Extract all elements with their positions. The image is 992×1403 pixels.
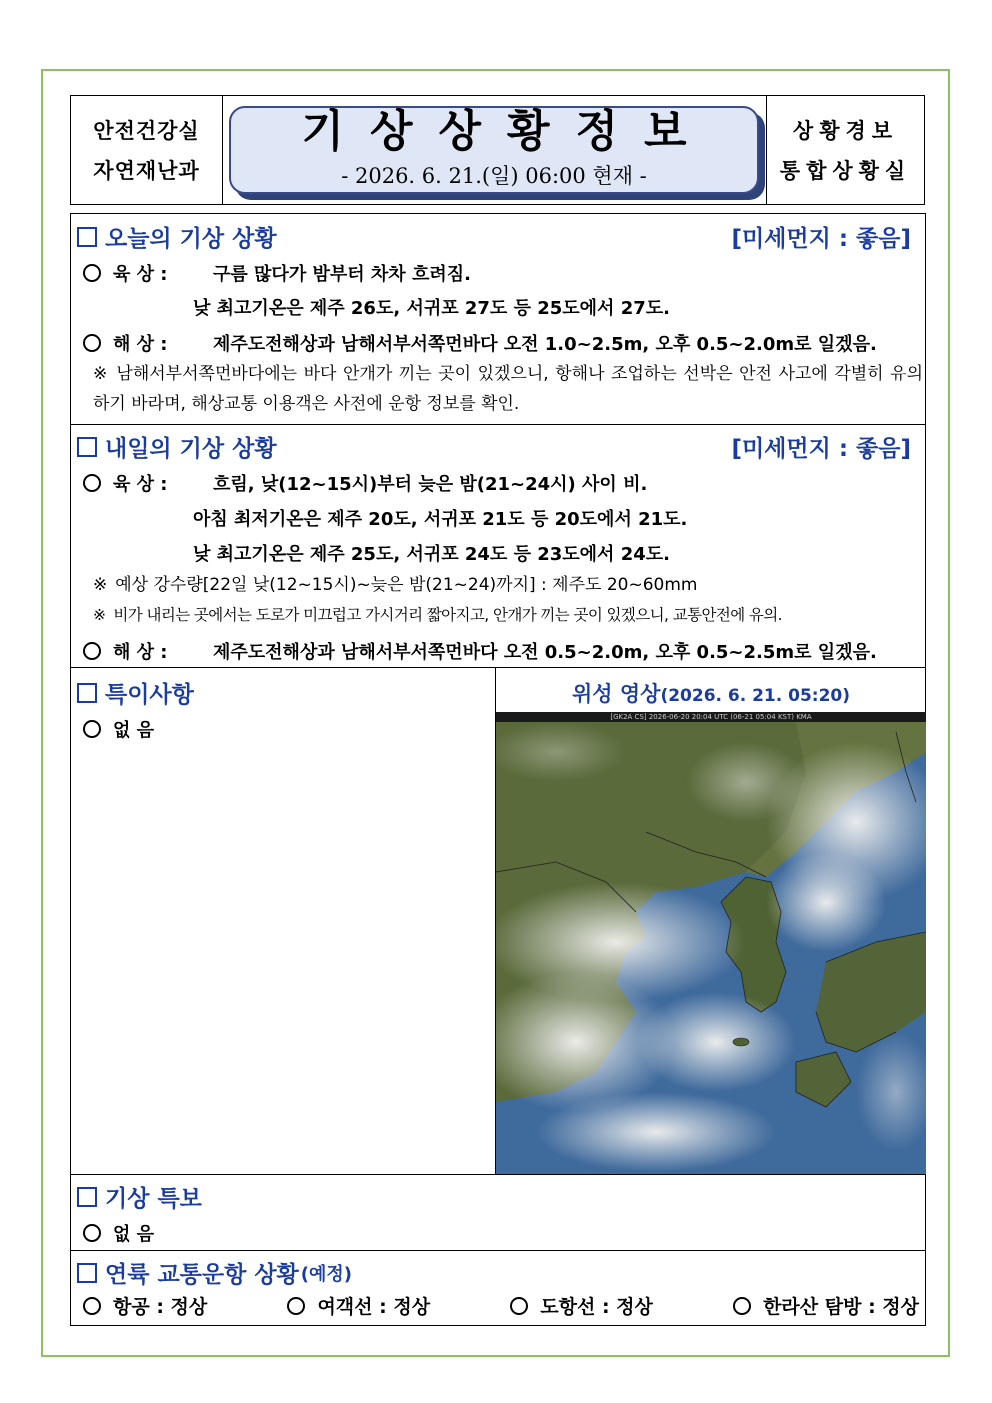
today-land-line1: 구름 많다가 밤부터 차차 흐려짐. <box>213 264 471 285</box>
satellite-caption: [GK2A CS] 2026-06-20 20:04 UTC (06-21 05:04 KST) KMA <box>496 712 926 722</box>
header-office <box>766 96 924 204</box>
tomorrow-dust-status: [미세먼지 : 좋음] <box>731 436 911 462</box>
transport-item-boat <box>510 1292 653 1319</box>
tomorrow-land-line2: 아침 최저기온은 제주 20도, 서귀포 21도 등 20도에서 21도. <box>193 509 688 530</box>
satellite-image <box>496 712 926 1174</box>
header-department <box>71 96 223 204</box>
special-section-title <box>77 676 194 709</box>
transport-item-text: 항공 : 정상 <box>113 1296 208 1318</box>
today-note <box>93 359 923 419</box>
today-dust-status: [미세먼지 : 좋음] <box>731 226 911 252</box>
today-note-text: 남해서부서쪽먼바다에는 바다 안개가 끼는 곳이 있겠으니, 항해나 조업하는 선박은 안전 사고에 각별히 유의하기 바라며, 해상교통 이용객은 사전에 운항 정보를 확인. <box>93 364 923 414</box>
page-title: 기상상황정보 <box>301 106 713 157</box>
today-title-text: 오늘의 기상 상황 <box>105 226 277 252</box>
satellite-title <box>497 678 925 708</box>
title-box <box>229 106 759 194</box>
document-header <box>70 95 925 205</box>
circle-bullet-icon <box>510 1297 528 1315</box>
warning-value: 없 음 <box>113 1224 155 1245</box>
divider <box>71 667 925 668</box>
divider <box>71 1250 925 1251</box>
tomorrow-note-road <box>93 600 923 630</box>
today-sea-line: 제주도전해상과 남해서부서쪽먼바다 오전 1.0~2.5m, 오후 0.5~2.0m로 일겠음. <box>213 334 877 355</box>
circle-bullet-icon <box>83 1224 101 1242</box>
warning-row <box>83 1220 154 1246</box>
report-table <box>70 213 926 1326</box>
transport-title-text: 연륙 교통운항 상황 <box>105 1262 299 1288</box>
warning-title-text: 기상 특보 <box>105 1186 202 1212</box>
report-datetime: - 2026. 6. 21.(일) 06:00 현재 - <box>341 164 647 188</box>
division-name: 자연재난과 <box>93 159 200 183</box>
transport-item-text: 여객선 : 정상 <box>317 1296 431 1318</box>
today-land-row <box>83 260 471 286</box>
today-sea-row <box>83 330 877 356</box>
road-safety-text: 비가 내리는 곳에서는 도로가 미끄럽고 가시거리 짧아지고, 안개가 끼는 곳이 있겠으니, 교통안전에 유의. <box>113 606 782 624</box>
transport-item-air <box>83 1292 207 1319</box>
office-name-line2: 통합상황실 <box>779 159 912 183</box>
tomorrow-sea-line: 제주도전해상과 남해서부서쪽먼바다 오전 0.5~2.0m, 오후 0.5~2.5m로 일겠음. <box>213 642 877 663</box>
special-value: 없 음 <box>113 720 155 741</box>
checkbox-square-icon <box>77 1263 97 1283</box>
transport-item-text: 한라산 탐방 : 정상 <box>763 1296 919 1318</box>
circle-bullet-icon <box>83 720 101 738</box>
land-label: 육 상 : <box>113 264 168 285</box>
today-section-title <box>77 220 277 253</box>
transport-title-suffix: (예정) <box>300 1263 352 1285</box>
note-mark: ※ <box>93 606 106 624</box>
checkbox-square-icon <box>77 683 97 703</box>
checkbox-square-icon <box>77 437 97 457</box>
land-label: 육 상 : <box>113 474 168 495</box>
special-title-text: 특이사항 <box>105 682 194 708</box>
note-mark: ※ <box>93 575 108 595</box>
tomorrow-land-row <box>83 470 647 496</box>
note-mark: ※ <box>93 364 109 384</box>
circle-bullet-icon <box>83 474 101 492</box>
divider <box>71 424 925 425</box>
special-row <box>83 716 154 742</box>
checkbox-square-icon <box>77 227 97 247</box>
satellite-time: (2026. 6. 21. 05:20) <box>660 686 851 706</box>
circle-bullet-icon <box>83 642 101 660</box>
circle-bullet-icon <box>83 264 101 282</box>
tomorrow-title-text: 내일의 기상 상황 <box>105 436 277 462</box>
today-land-line2: 낮 최고기온은 제주 26도, 서귀포 27도 등 25도에서 27도. <box>193 298 670 319</box>
circle-bullet-icon <box>83 1297 101 1315</box>
transport-item-text: 도항선 : 정상 <box>540 1296 653 1318</box>
rain-forecast-text: 예상 강수량[22일 낮(12~15시)~늦은 밤(21~24)까지] : 제주도 20~60mm <box>115 575 698 595</box>
tomorrow-section-title <box>77 430 277 463</box>
circle-bullet-icon <box>733 1297 751 1315</box>
transport-status-list <box>83 1292 919 1319</box>
satellite-map-graphic <box>496 712 926 1174</box>
circle-bullet-icon <box>83 334 101 352</box>
transport-item-hallasan <box>733 1292 919 1319</box>
transport-section-title <box>77 1256 352 1289</box>
warning-section-title <box>77 1180 202 1213</box>
transport-item-ferry <box>287 1292 430 1319</box>
department-name: 안전건강실 <box>93 119 200 143</box>
sea-label: 해 상 : <box>113 642 168 663</box>
divider <box>71 1174 925 1175</box>
tomorrow-sea-row <box>83 638 877 664</box>
satellite-title-text: 위성 영상 <box>571 682 661 706</box>
tomorrow-note-rain <box>93 570 923 600</box>
sea-label: 해 상 : <box>113 334 168 355</box>
office-name-line1: 상황경보 <box>792 119 899 143</box>
tomorrow-land-line1: 흐림, 낮(12~15시)부터 늦은 밤(21~24시) 사이 비. <box>213 474 648 495</box>
checkbox-square-icon <box>77 1187 97 1207</box>
circle-bullet-icon <box>287 1297 305 1315</box>
tomorrow-land-line3: 낮 최고기온은 제주 25도, 서귀포 24도 등 23도에서 24도. <box>193 544 670 565</box>
